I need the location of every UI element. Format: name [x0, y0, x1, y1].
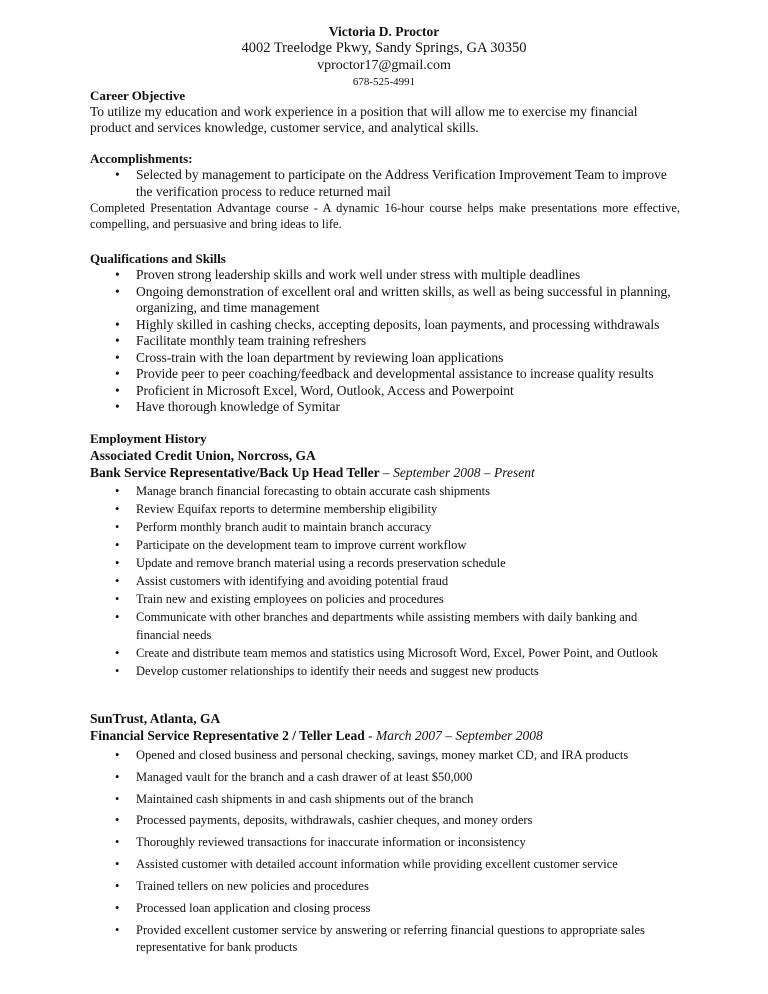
job-title-line — [90, 464, 680, 482]
bullet-icon: • — [115, 167, 120, 182]
list-item: • Facilitate monthly team training refreshers — [115, 333, 367, 348]
bullet-icon: • — [115, 538, 120, 552]
list-item: • Participate on the development team to improve current workflow — [115, 538, 467, 552]
accomplishments-section — [90, 151, 680, 232]
qualifications-section — [90, 251, 680, 416]
list-item: • Manage branch financial forecasting to obtain accurate cash shipments — [115, 484, 491, 498]
bullet-icon: • — [115, 349, 120, 365]
list-item: • Processed loan application and closing process — [90, 898, 680, 920]
job-duties-list — [90, 745, 680, 956]
list-item: • Provided excellent customer service by answering or referring financial questions to appropriate sales representative for bank products — [115, 923, 645, 955]
list-item: • Processed payments, deposits, withdrawals, cashier cheques, and money orders — [90, 810, 680, 832]
career-objective-section — [90, 88, 680, 136]
bullet-icon: • — [115, 856, 120, 871]
list-item: • Managed vault for the branch and a cash drawer of at least $50,000 — [90, 767, 680, 789]
list-item: • Cross-train with the loan department by reviewing loan applications — [115, 349, 504, 365]
list-item: • Create and distribute team memos and statistics using Microsoft Word, Excel, Power Point, and Outlook — [115, 646, 658, 660]
bullet-icon: • — [115, 399, 120, 414]
job-title-line — [90, 727, 680, 745]
bullet-icon: • — [115, 283, 120, 299]
bullet-icon: • — [115, 556, 120, 570]
section-title: Accomplishments: — [90, 151, 193, 166]
list-item: • Have thorough knowledge of Symitar — [115, 399, 340, 414]
job-dates: – September 2008 – Present — [383, 465, 535, 480]
bullet-icon: • — [115, 574, 120, 588]
bullet-icon: • — [115, 316, 120, 332]
accomplishments-list — [90, 167, 680, 200]
list-item: • Assist customers with identifying and avoiding potential fraud — [115, 574, 449, 588]
bullet-icon: • — [115, 835, 120, 850]
list-item: • Selected by management to participate on the Address Verification Improvement Team to improve the verification process to reduce returned mail — [115, 167, 667, 199]
list-item: • Assisted customer with detailed account information while providing excellent customer service — [90, 854, 680, 876]
accomplishment-note: Completed Presentation Advantage course - A dynamic 16-hour course helps make presentations more effective, compelling, and persuasive and bring ideas to life. — [90, 201, 680, 231]
list-item: • Highly skilled in cashing checks, accepting deposits, loan payments, and processing withdrawals — [115, 316, 660, 332]
employer-name: Associated Credit Union, Norcross, GA — [90, 448, 316, 463]
job-duties-list — [90, 482, 680, 680]
bullet-icon: • — [115, 923, 120, 938]
list-item: • Review Equifax reports to determine membership eligibility — [115, 502, 438, 516]
bullet-icon: • — [115, 610, 120, 624]
section-title: Career Objective — [90, 88, 186, 103]
list-item: • Proven strong leadership skills and work well under stress with multiple deadlines — [115, 267, 581, 282]
qualifications-list — [90, 267, 680, 416]
job-dates: - March 2007 – September 2008 — [368, 728, 543, 743]
list-item: • Update and remove branch material using a records preservation schedule — [115, 556, 506, 570]
list-item: • Opened and closed business and personal checking, savings, money market CD, and IRA products — [90, 745, 680, 767]
list-item: • Thoroughly reviewed transactions for inaccurate information or inconsistency — [90, 832, 680, 854]
bullet-icon: • — [115, 592, 120, 606]
bullet-icon: • — [115, 878, 120, 893]
section-title: Qualifications and Skills — [90, 251, 226, 266]
bullet-icon: • — [115, 748, 120, 762]
list-item: • Perform monthly branch audit to maintain branch accuracy — [115, 520, 432, 534]
job-title: Financial Service Representative 2 / Teller Lead — [90, 728, 365, 743]
list-item: • Ongoing demonstration of excellent oral and written skills, as well as being successful in planning, organizing, and time management — [115, 283, 671, 315]
bullet-icon: • — [115, 366, 120, 381]
list-item: • Develop customer relationships to identify their needs and suggest new products — [115, 664, 539, 678]
bullet-icon: • — [115, 769, 120, 784]
applicant-phone: 678-525-4991 — [352, 76, 416, 88]
applicant-address: 4002 Treelodge Pkwy, Sandy Springs, GA 30350 — [241, 40, 527, 56]
list-item: • Proficient in Microsoft Excel, Word, Outlook, Access and Powerpoint — [115, 382, 514, 398]
bullet-icon: • — [115, 900, 120, 915]
objective-text: To utilize my education and work experience in a position that will allow me to exercise my financial product and services knowledge, customer service, and analytical skills. — [90, 104, 638, 135]
bullet-icon: • — [115, 791, 120, 806]
list-item: • Train new and existing employees on policies and procedures — [115, 592, 444, 606]
list-item: • Trained tellers on new policies and procedures — [90, 876, 680, 898]
section-title: Employment History — [90, 431, 207, 446]
bullet-icon: • — [115, 664, 120, 678]
bullet-icon: • — [115, 646, 120, 660]
bullet-icon: • — [115, 382, 120, 398]
bullet-icon: • — [115, 333, 120, 348]
bullet-icon: • — [115, 502, 120, 516]
bullet-icon: • — [115, 520, 120, 534]
applicant-name: Victoria D. Proctor — [328, 24, 440, 39]
list-item: • Maintained cash shipments in and cash shipments out of the branch — [90, 789, 680, 811]
list-item: • Communicate with other branches and departments while assisting members with daily banking and financial needs — [115, 610, 638, 642]
applicant-email: vproctor17@gmail.com — [317, 58, 451, 73]
bullet-icon: • — [115, 484, 120, 498]
employment-section-suntrust — [90, 710, 680, 956]
list-item: • Provide peer to peer coaching/feedback and developmental assistance to increase quality results — [115, 366, 654, 381]
bullet-icon: • — [115, 813, 120, 828]
bullet-icon: • — [115, 267, 120, 282]
job-title: Bank Service Representative/Back Up Head Teller — [90, 465, 380, 480]
employment-section — [90, 431, 680, 680]
employer-name: SunTrust, Atlanta, GA — [90, 711, 221, 726]
